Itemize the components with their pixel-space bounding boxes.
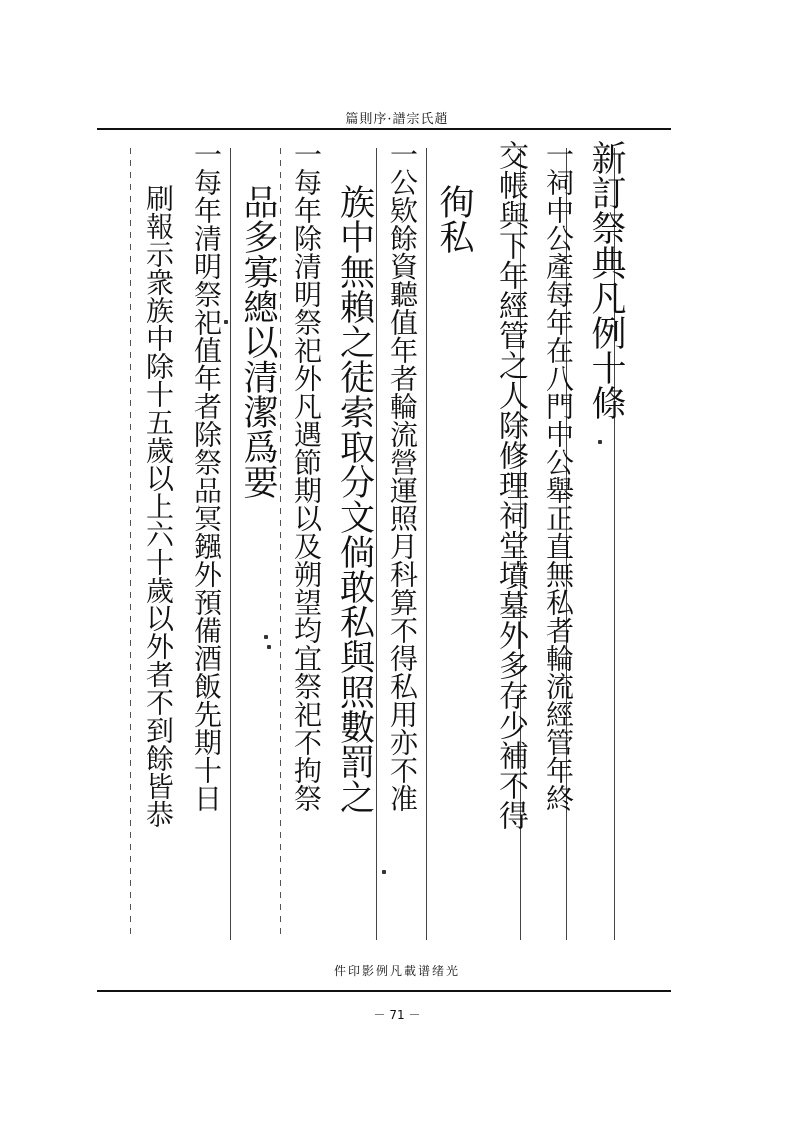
column-7 — [234, 140, 282, 940]
column-1 — [534, 140, 582, 940]
scan-mark — [382, 870, 386, 874]
column-text: 徇私 — [434, 184, 474, 254]
scan-mark — [264, 635, 268, 639]
column-text: 刷報示衆族中除十五歲以上六十歲以外者不到餘皆恭 — [142, 184, 175, 828]
column-4 — [378, 140, 426, 940]
column-6 — [282, 140, 330, 940]
column-text: 族中無賴之徒索取分文倘敢私與照數罰之 — [334, 184, 375, 814]
footer-rule — [97, 990, 671, 992]
page-number: － 71 － — [373, 1008, 421, 1022]
column-5 — [330, 140, 378, 940]
column-text: 新訂祭典凡例十條 — [586, 140, 626, 420]
column-title — [582, 140, 630, 940]
column-8 — [182, 140, 230, 940]
column-divider — [426, 148, 427, 940]
header-rule — [97, 128, 671, 130]
header-title: 篇則序·譜宗氏趙 — [345, 112, 449, 127]
scan-mark — [598, 440, 602, 444]
column-divider — [230, 148, 231, 940]
column-text: 品多寡總以清潔爲要 — [238, 184, 278, 499]
scanned-text-block — [122, 140, 632, 950]
figure-caption: 件印影例凡載谱绪光 — [333, 964, 460, 978]
scan-mark — [267, 645, 271, 649]
column-text: 一每年清明祭祀值年者除祭品冥鏹外預備酒飯先期十日 — [190, 140, 223, 812]
column-9 — [134, 140, 182, 940]
column-text: 一每年除清明祭祀外凡遇節期以及朔望均宜祭祀不拘祭 — [290, 140, 323, 812]
column-divider — [130, 148, 131, 940]
column-text: 一祠中公產每年在八門中公舉正直無私者輪流經管年終 — [542, 140, 575, 812]
column-3 — [430, 140, 478, 940]
column-2 — [486, 140, 534, 940]
column-text: 交帳與下年經管之人除修理祠堂墳墓外多存少補不得 — [493, 140, 528, 830]
scan-mark — [224, 320, 228, 324]
column-text: 一公欵餘資聽值年者輪流營運照月科算不得私用亦不准 — [386, 140, 419, 812]
